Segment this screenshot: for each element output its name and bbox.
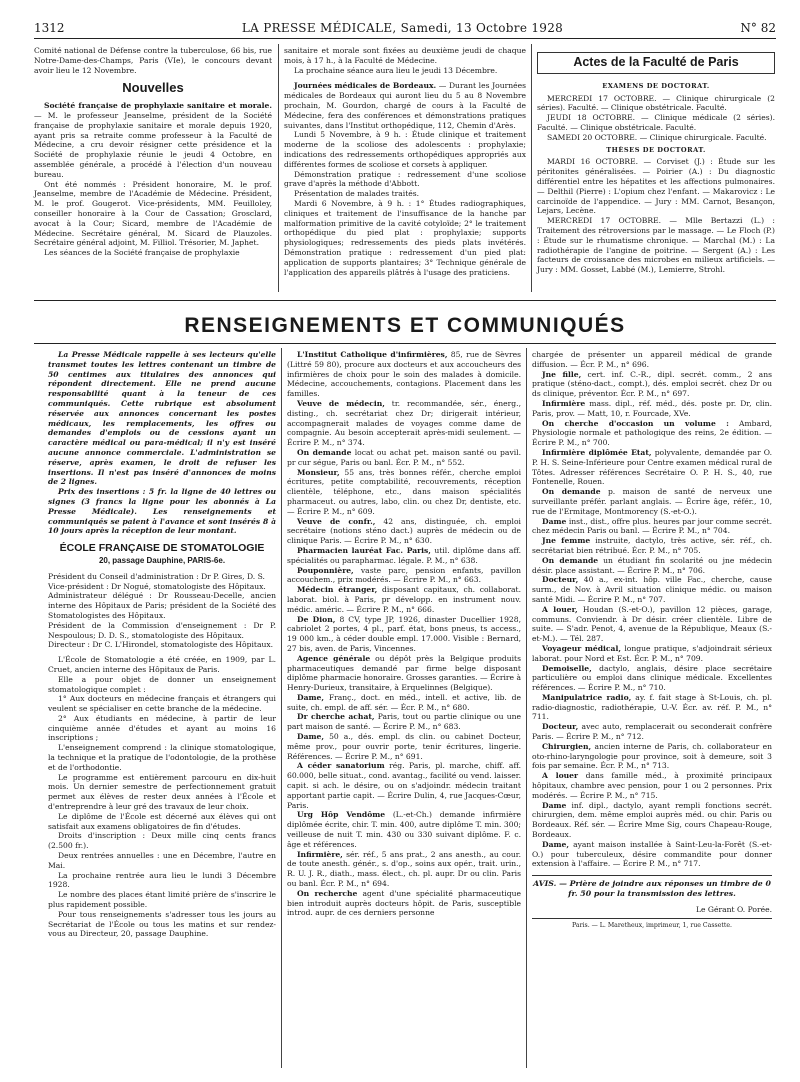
classified-ad <box>532 575 772 604</box>
ad-text: 42 ans, distinguée, ch. emploi secrétaire (notions sténo dact.) auprès de médecin ou de clinique Paris. — Écrire P. M., n° 630. <box>287 516 521 546</box>
printer-line: Paris. — L. Maretheux, imprimeur, 1, rue Cassette. <box>532 918 772 931</box>
ad-text: (L.-et-Ch.) demande infirmière diplômée écrite, chir. T. min. 400, autre diplôme T. min. 300; veilleuse de nuit T. min. 430 ou 330 suivant diplôme. F. c. âge et références. <box>287 810 522 849</box>
ad-text: locat ou achat pet. maison santé ou pavil. pr cur ségue, Paris ou banl. Écr. P. M., n° 552. <box>287 447 521 467</box>
ad-lead: On demande <box>297 447 352 457</box>
ad-text: sér. réf., 5 ans prat., 2 ans anesth., au cour. de toute anesth. génér., s. d'op., soins aux opér., trait. urin., R. U. J. R., diath., mass. élect., ch. pl. aupr. Dr ou clin. Paris ou banl. Écr. P. M., n° 694. <box>287 849 521 889</box>
classified-ad <box>287 693 521 713</box>
classified-ad <box>287 850 521 889</box>
ad-text: polyvalente, demandée par O. P. H. S. Seine-Inférieure pour Centre examen médical rural de Tôtes. Adresser références Secrétaire O. P. H. S., 40, rue Fontenelle, Rouen. <box>532 447 772 487</box>
ad-lead: De Dion, <box>297 614 336 624</box>
ecole-paragraph: Deux rentrées annuelles : une en Décembre, l'autre en Mai. <box>48 851 276 870</box>
ecole-line: Directeur : Dr C. L'Hirondel, stomatologiste des Hôpitaux. <box>48 640 274 650</box>
ad-lead: Demoiselle, <box>542 663 592 673</box>
ad-text: cert. inf. C.-R., dipl. secrét. comm., 2 ans pratique (sténo-dact., compt.), dés. emploi secrét. chez Dr ou ds clinique, préventor. Écr. P. M., n° 697. <box>532 369 772 399</box>
ad-text: ay. f. fait stage à St-Louis, ch. pl. radio-diagnostic, radiothérapie, U.-V. Écr. av. réf. P. M., n° 711. <box>532 692 773 722</box>
ad-lead: Dame, <box>297 732 325 742</box>
top-column-3 <box>537 52 775 275</box>
classified-ad <box>532 644 772 664</box>
ecole-paragraph: L'École de Stomatologie a été créée, en 1909, par L. Cruet, ancien interne des Hôpitaux de Paris. <box>48 655 276 674</box>
ecole-line: Vice-président : Dr Nogué, stomatologiste des Hôpitaux. <box>48 581 266 591</box>
ad-text: ou dépôt près la Belgique produits pharmaceutiques demandé par firme belge disposant diplôme pharmacie honoraire. Grosses garanties. — Écrire à Henry-Durieux, transitaire, à Erquelinnes (Belgique). <box>287 653 521 693</box>
ecole-paragraph: Le diplôme de l'École est décerné aux élèves qui ont satisfait aux examens obligatoires de fin d'études. <box>48 811 276 831</box>
ad-text: rég. Paris, pl. marche, chiff. aff. 60.000, belle situat., cond. avantag., facilité ou vend. laisser. capit. si ach. le désire, ou on s'adjoindr. médecin traitant apportant partie capit. — Écrire Dulin, 4, rue Jacques-Cœur, Paris. <box>287 761 521 810</box>
ecole-address: 20, passage Dauphine, PARIS-6e. <box>98 555 226 565</box>
ad-lead: Docteur, <box>542 575 579 585</box>
seances-text: sanitaire et morale sont fixées au deuxième jeudi de chaque mois, à 17 h., à la Faculté de Médecine. <box>284 46 526 65</box>
mardi-paragraph: Mardi 6 Novembre, à 9 h. : 1° Études radiographiques, cliniques et traitement de l'insuffisance de la hanche par malformation primitive de la cavité cotyloïde; 2° le traitement orthopédique du pied plat : prophylaxie; supports physiologiques; redressements des pieds plats invétérés. Démonstration pratique : redressement d'un pied plat: application de supports plantaires; 3° Technique générale de l'application des appareils plâtrés à l'usage des praticiens. <box>284 198 526 277</box>
classified-ad <box>532 517 772 537</box>
top-column-1 <box>34 46 272 258</box>
ad-lead: Jne femme <box>542 536 591 546</box>
ad-lead: Dame <box>542 800 567 810</box>
ecole-paragraph: La prochaine rentrée aura lieu le lundi 3 Décembre 1928. <box>48 870 276 890</box>
classified-ad <box>532 722 772 742</box>
ad-lead: L'Institut Catholique d'infirmières, <box>297 350 448 359</box>
malades-paragraph: Présentation de malades traités. <box>294 189 420 199</box>
bottom-column-2 <box>287 350 521 918</box>
ad-text: longue pratique, s'adjoindrait sérieux laborat. pour Nord et Est. Écr. P. M., n° 709. <box>532 643 772 663</box>
ad-text: 55 ans, très bonnes référ., cherche emploi écritures, petite comptabilité, recouvrements, réception clientèle, téléphone, etc., dans maison spécialités pharmaceut. ou autres, labo, clin. ou chez Dr, dentiste, etc. — Écrire P. M., n° 609. <box>287 467 522 516</box>
ecole-paragraph: Le programme est entièrement parcouru en dix-huit mois. Un dernier semestre de perfectionnement gratuit permet aux élèves de rester deux années à l'École et d'entreprendre à leur gré des travaux de leur choix. <box>48 772 276 812</box>
societe-title: Société française de prophylaxie sanitaire et morale. <box>44 101 272 111</box>
ecole-line: Administrateur délégué : Dr Rousseau-Decelle, ancien interne des Hôpitaux de Paris; président de la Société des Stomatologistes des Hôpitaux. <box>48 591 276 620</box>
nouvelles-heading: Nouvelles <box>122 80 184 96</box>
ad-lead: A louer, <box>542 604 578 614</box>
ad-lead: Médecin étranger, <box>297 585 378 595</box>
ad-lead: Dame <box>542 516 567 526</box>
these-1: MARDI 16 OCTOBRE. — Corviset (J.) : Étude sur les péritonites généralisées. — Poirier (A.) : Du diagnostic différentiel entre les hépatites et les affections pulmonaires. — Delthil (Pierre) : L'opium chez l'enfant. — Makarovicz : Le carcinoïde de l'appendice. — Jury : MM. Carnot, Besançon, Lejars, Lecène. <box>537 157 775 216</box>
ad-lead: A louer <box>542 771 579 781</box>
classified-ad <box>287 712 521 732</box>
tuberculose-intro: Comité national de Défense contre la tuberculose, 66 bis, rue Notre-Dame-des-Champs, Paris (VIe), le concours devant avoir lieu le 12 Novembre. <box>34 46 272 75</box>
classified-ad <box>532 771 772 800</box>
classified-ad <box>287 566 521 586</box>
section-rule <box>34 343 776 344</box>
top-column-2 <box>284 46 526 277</box>
lundi-paragraph: Lundi 5 Novembre, à 9 h. : Étude clinique et traitement moderne de la scoliose des adolescents : prophylaxie; indications des redressements orthopédiques appropriés aux différentes formes de scoliose et corsets à appliquer. <box>284 130 526 169</box>
classified-ad <box>287 889 521 918</box>
ad-lead: Veuve de confr., <box>297 516 376 526</box>
classified-ad <box>532 693 772 722</box>
prochaine-seance: La prochaine séance aura lieu le jeudi 13 Décembre. <box>294 65 498 75</box>
examens-heading: EXAMENS DE DOCTORAT. <box>602 81 710 90</box>
ad-text: tr. recommandée, sér., énerg., disting., ch. secrétariat chez Dr; dirigerait intérieur, accompagnerait malades de voyages comme dame de compagnie. Au besoin accepterait après-midi seulement. — Écrire P. M., n° 374. <box>287 398 521 448</box>
classified-ad <box>287 761 521 810</box>
ad-lead: Urg Hôp Vendôme <box>297 810 386 820</box>
ecole-paragraph: 2° Aux étudiants en médecine, à partir de leur cinquième année d'études et ayant au moins 16 inscriptions ; <box>48 713 276 743</box>
actes-heading: Actes de la Faculté de Paris <box>537 52 775 74</box>
ad-lead: On demande <box>542 487 601 497</box>
section-rule <box>34 300 776 301</box>
ad-text: instruite, dactylo, très active, sér. réf., ch. secrétariat bien rétribué. Écr. P. M., n° 705. <box>532 536 772 555</box>
bottom-column-1 <box>48 350 276 939</box>
ad-lead: Infirmière, <box>297 849 343 859</box>
classified-ad <box>532 487 772 516</box>
classified-ad <box>287 810 521 849</box>
classified-ad <box>287 399 521 448</box>
gerant-signature: Le Gérant O. Porée. <box>695 904 772 914</box>
ad-lead: Infirmière <box>542 398 586 408</box>
ad-lead: Chirurgien, <box>542 741 592 751</box>
ad-lead: On cherche d'occasion un volume : <box>542 418 729 428</box>
societe-paragraph <box>34 101 272 179</box>
page-number: 1312 <box>34 21 65 35</box>
classified-ad <box>287 468 521 517</box>
prix-paragraph: Prix des insertions : 5 fr. la ligne de 40 lettres ou signes (3 francs la ligne pour les abonnés à La Presse Médicale). Les renseignements et communiqués se paient à l'avance et sont insérés 8 à 10 jours après la réception de leur montant. <box>48 487 276 536</box>
ad-lead: A céder sanatorium <box>297 761 385 771</box>
avis-notice: AVIS. — Prière de joindre aux réponses un timbre de 0 fr. 50 pour la transmission des lettres. <box>532 875 772 899</box>
classified-ad <box>287 654 521 693</box>
ad-lead: Infirmière diplômée Etat, <box>542 447 652 457</box>
classified-ad <box>532 536 772 556</box>
classified-ad <box>532 556 772 576</box>
classified-ad <box>532 605 772 644</box>
societe-text: — M. le professeur Jeanselme, président de la Société française de prophylaxie sanitaire et morale depuis 1920, ayant pris sa retraite comme professeur à la Faculté de Médecine, a cru devoir résigner cette présidence et la Société de prophylaxie réunie le jeudi 4 Octobre, en assemblée générale, a procédé à l'élection d'un nouveau bureau. <box>34 110 272 179</box>
ad-text: vaste parc, pension enfants, pavillon accouchem., prix modérés. — Écrire P. M., n° 663. <box>287 565 521 585</box>
column-divider <box>281 348 282 1068</box>
classified-ad <box>287 615 521 654</box>
theses-heading: THÈSES DE DOCTORAT. <box>606 145 706 154</box>
ad-text: dactylo, anglais, désire place secrétaire particulière ou emploi dans clinique médicale. Excellentes références. — Écrire P. M., n° 710. <box>532 663 773 693</box>
ad-text: mass. dipl., réf. méd., dés. poste pr. Dr, clin. Paris, prov. — Matt, 10, r. Fourcade, XVe. <box>532 398 772 418</box>
classified-ad <box>287 350 521 399</box>
classified-ad <box>532 742 772 771</box>
demo-paragraph: Démonstration pratique : redressement d'une scoliose grave d'après la méthode d'Abbott. <box>284 169 526 189</box>
column-divider <box>531 44 532 292</box>
examen-1: MERCREDI 17 OCTOBRE. — Clinique chirurgicale (2 séries). Faculté. — Clinique obstétricale. Faculté. <box>537 93 775 113</box>
column-divider <box>526 348 527 1068</box>
ecole-paragraph: Droits d'inscription : Deux mille cinq cents francs (2.500 fr.). <box>48 831 276 851</box>
running-head <box>34 20 776 36</box>
ad-text: 40 a., ex-int. hôp. ville Fac., cherche, cause surm., de Nov. à Avril situation clinique médic. ou maison santé Midi. — Écrire P. M., n° 707. <box>532 575 772 604</box>
classified-ad <box>287 732 521 761</box>
ad-text: Houdan (S.-et-O.), pavillon 12 pièces, garage, communs. Conviendr. à Dr désir. créer clientèle. Libre de suite. — S'adr. Penot, 4, avenue de la République, Meaux (S.-et-M.). — Tél. 287. <box>532 604 772 644</box>
classified-ad <box>287 517 521 546</box>
examen-3: SAMEDI 20 OCTOBRE. — Clinique chirurgicale. Faculté. <box>547 132 767 142</box>
classified-ad <box>287 585 521 614</box>
ad-text: util. diplôme dans aff. spécialités ou parapharmac. légale. P. M., n° 638. <box>287 545 521 565</box>
ad-text: inf. dipl., dactylo, ayant rempli fonctions secrét. chirurgien, dem. même emploi auprès méd. ou chir. Paris ou Bordeaux. Réf. sér. — Écrire Mme Sig, cours Chapeau-Rouge, Bordeaux. <box>532 800 772 840</box>
classified-ad <box>532 801 772 840</box>
notice-paragraph: La Presse Médicale rappelle à ses lecteurs qu'elle transmet toutes les lettres contenant un timbre de 50 centimes aux titulaires des annonces qui répondent directement. Elle ne prend aucune responsabilité quant à la teneur de ces communiqués. Cette rubrique est absolument réservée aux annonces concernant les postes médicaux, les remplacements, les offres ou demandes d'emplois ou de cessions ayant un caractère médical ou para-médical; il n'y est inséré aucune annonce commerciale. L'administration se réserve, après examen, le droit de refuser les insertions. Il n'est pas inséré d'annonces de moins de 2 lignes. <box>48 350 276 487</box>
issue-number: N° 82 <box>740 21 776 35</box>
ecole-paragraph: Elle a pour objet de donner un enseignement stomatologique complet : <box>48 674 276 694</box>
ad-text: disposant capitaux, ch. collaborat. laborat. biol. à Paris, pr développ. en instrument nouv. médic. améric. — Écrire P. M., n° 666. <box>287 585 521 614</box>
journal-and-date: LA PRESSE MÉDICALE, Samedi, 13 Octobre 1928 <box>241 21 564 35</box>
bordeaux-title: Journées médicales de Bordeaux. <box>294 81 437 91</box>
ad-lead: Dame, <box>542 839 570 849</box>
ad-text: Ambard, Physiologie normale et pathologique des reins, 2e édition. — Écrire P. M., n° 700. <box>532 418 772 448</box>
bottom-column-3 <box>532 350 772 930</box>
bordeaux-text: — Durant les Journées médicales de Bordeaux qui auront lieu du 5 au 8 Novembre prochain, M. Gourdon, chargé de cours à la Faculté de Médecine, fera des conférences et démonstrations pratiques suivantes, dans l'Institut orthopédique, 112, Chemin d'Arès. <box>284 81 527 130</box>
classified-ad <box>532 370 772 399</box>
renseignements-heading: RENSEIGNEMENTS ET COMMUNIQUÉS <box>184 314 626 337</box>
societe-paragraph-2: Ont été nommés : Président honoraire, M. le prof. Jeanselme, membre de l'Académie de Médecine. Président, M. le prof. Gougerot. Vice-présidents, MM. Feuilloley, conseiller honoraire à la Cour de Cassation; Grosclard, avocat à la Cour; Sicard, membre de l'Académie de Médecine. Secrétaire général, M. Sicard de Plauzoles. Secrétaire général adjoint, M. Filliol. Trésorier, M. Japhet. <box>34 179 272 248</box>
ad-lead: Pharmacien lauréat Fac. Paris, <box>297 545 431 555</box>
societe-paragraph-3: Les séances de la Société française de prophylaxie <box>44 248 240 258</box>
ad-lead: Dame, <box>297 692 325 702</box>
ecole-paragraph: L'enseignement comprend : la clinique stomatologique, la technique et la pratique de l'odontologie, de la prothèse et de l'orthodontie. <box>48 743 276 772</box>
examen-2: JEUDI 18 OCTOBRE. — Clinique médicale (2 séries). Faculté. — Clinique obstétricale. Faculté. <box>537 113 775 132</box>
ad-text: dans famille méd., à proximité principaux hôpitaux, chambre avec pension, pour 1 ou 2 personnes. Prix modérés. — Écrire P. M., n° 715. <box>532 771 772 800</box>
ecole-line: Président du Conseil d'administration : Dr P. Gires, D. S. <box>48 571 265 581</box>
bordeaux-paragraph <box>284 81 526 130</box>
ad-text: avec auto, remplacerait ou seconderait confrère Paris. — Écrire P. M., n° 712. <box>532 722 772 742</box>
classified-ad <box>532 840 772 869</box>
classified-ad <box>532 399 772 419</box>
ad-lead: Monsieur, <box>297 467 340 477</box>
ad-lead: Docteur, <box>542 722 579 732</box>
running-head-rule <box>34 38 776 39</box>
classified-ad-continued: chargée de présenter un appareil médical de grande diffusion. — Écr. P. M., n° 696. <box>532 350 772 369</box>
ecole-title: ÉCOLE FRANÇAISE DE STOMATOLOGIE <box>59 542 265 555</box>
these-2: MERCREDI 17 OCTOBRE. — Mlle Bertazzi (L.) : Traitement des rétroversions par le massage. — Le Floch (P.) : Étude sur le rhumatisme chronique. — Marchal (M.) : La radiothérapie de l'angine de poitrine. — Sergent (A.) : Les facteurs de croissance des microbes en milieux artificiels. — Jury : MM. Gosset, Labbé (M.), Lemierre, Strohl. <box>537 216 775 275</box>
ad-text: Franç., doct. en méd., intell. et active, lib. de suite, ch. empl. de aff. sér. — Écr. P. M., n° 680. <box>287 692 521 712</box>
ad-text: agent d'une spécialité pharmaceutique bien introduit auprès docteurs hôpit. de Paris, susceptible introd. aupr. de ces derniers personne <box>287 888 521 918</box>
ad-text: Paris, tout ou partie clinique ou une part maison de santé. — Écrire P. M., n° 683. <box>287 712 521 732</box>
column-divider <box>278 44 279 292</box>
ad-lead: Veuve de médecin, <box>297 398 385 408</box>
ad-text: 85, rue de Sèvres (Littré 59 80), procure aux docteurs et aux accoucheurs des infirmières de choix pour le soin des malades à domicile. Médecine, accouchements, contagions. Placement dans les familles. <box>287 350 521 399</box>
ad-lead: On recherche <box>297 888 358 898</box>
ad-lead: On demande <box>542 555 599 565</box>
ecole-paragraph: 1° Aux docteurs en médecine français et étrangers qui veulent se spécialiser en cette branche de la médecine. <box>48 694 276 714</box>
ad-text: ayant maison installée à Saint-Leu-la-Forêt (S.-et-O.) pour tuberculeux, désire commandite pour donner extension à l'affaire. — Écrire P. M., n° 717. <box>532 839 772 869</box>
ad-lead: Jne fille, <box>542 369 582 379</box>
ad-lead: Pouponnière, <box>297 565 354 575</box>
classified-ad <box>532 664 772 693</box>
ad-text: p. maison de santé de nerveux une surveillante préfér. parlant anglais. — Écrire âge, référ., 10, rue de l'Ermitage, Montmorency (S.-et-O.). <box>532 487 772 516</box>
classified-ad <box>532 419 772 448</box>
ad-lead: Manipulatrice radio, <box>542 692 632 702</box>
ad-lead: Dr cherche achat, <box>297 712 375 722</box>
classified-ad <box>287 546 521 566</box>
classified-ad <box>532 448 772 487</box>
ad-lead: Agence générale <box>297 653 371 663</box>
ad-lead: Voyageur médical, <box>542 643 621 653</box>
ad-text: 50 a., dés. empl. ds clin. ou cabinet Docteur, même prov., pour ouvrir porte, tenir écritures, lingerie. Références. — Écrire P. M., n° 691. <box>287 732 522 761</box>
ad-text: 8 CV, type JP, 1926, dinaster Ducellier 1928, cabriolet 2 portes, 4 pl., parf. état, bons pneus, ts access., 19 000 km., à céder double empl. 17.000. Visible : Bernard, 27 bis, aven. de Paris, Vincennes. <box>287 614 522 653</box>
ecole-paragraph: Le nombre des places étant limité prière de s'inscrire le plus rapidement possible. <box>48 890 276 910</box>
ecole-line: Président de la Commission d'enseignement : Dr P. Nespoulous; D. D. S., stomatologiste des Hôpitaux. <box>48 620 276 640</box>
ad-text: inst., dist., offre plus. heures par jour comme secrét. chez médecin Paris ou banl. — Écrire P. M., n° 704. <box>532 516 772 536</box>
ad-text: un étudiant fin scolarité ou jne médecin désir. place assistant. — Écrire P. M., n° 706. <box>532 555 772 575</box>
ad-text: ancien interne de Paris, ch. collaborateur en oto-rhino-laryngologie pour province, soit à demeure, soit 3 fois par semaine. Écr. P. M., n° 713. <box>532 741 772 771</box>
ecole-paragraph: Pour tous renseignements s'adresser tous les jours au Secrétariat de l'École ou tous les matins et sur rendez-vous au Directeur, 20, passage Dauphine. <box>48 909 276 939</box>
classified-ad <box>287 448 521 468</box>
